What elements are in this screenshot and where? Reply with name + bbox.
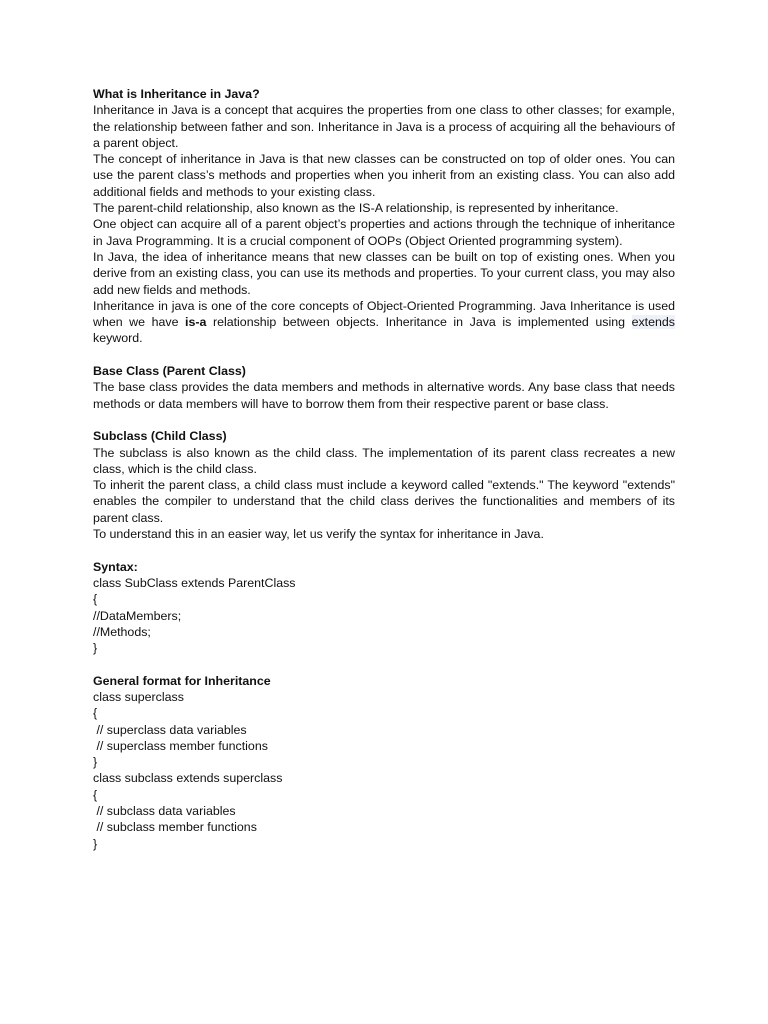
spacer	[93, 542, 675, 558]
extends-keyword: extends	[631, 315, 675, 330]
code-line: {	[93, 787, 98, 802]
heading-general-format: General format for Inheritance	[93, 673, 271, 688]
code-line: // superclass data variables	[93, 722, 247, 737]
paragraph: The parent-child relationship, also known as the IS-A relationship, is represented by inheritance.	[93, 201, 619, 216]
code-line: // subclass member functions	[93, 820, 257, 835]
heading-subclass: Subclass (Child Class)	[93, 429, 227, 444]
document-body	[93, 86, 675, 852]
code-line: //Methods;	[93, 624, 151, 639]
paragraph: The concept of inheritance in Java is that new classes can be constructed on top of older ones. You can use the parent class’s methods and properties when you inherit from an existing class. You can also add additional fields and methods to your existing class.	[93, 152, 675, 199]
text-span: relationship between objects. Inheritance in Java is implemented using	[206, 315, 632, 330]
code-line: {	[93, 706, 98, 721]
text-span: Inheritance in java is one of the core concepts of Object-Oriented Programming. Java Inheritance is used when we have	[93, 298, 675, 330]
heading-what-is-inheritance: What is Inheritance in Java?	[93, 87, 260, 101]
paragraph: To understand this in an easier way, let us verify the syntax for inheritance in Java.	[93, 527, 544, 542]
spacer	[93, 412, 675, 428]
is-a-term: is-a	[185, 315, 207, 330]
code-line: //DataMembers;	[93, 608, 182, 623]
code-line: class subclass extends superclass	[93, 771, 283, 786]
text-span: keyword.	[93, 331, 143, 346]
paragraph: In Java, the idea of inheritance means that new classes can be built on top of existing ones. When you derive from an existing class, you can use its methods and properties. To your current class, you may also add new fields and methods.	[93, 249, 675, 297]
code-line: class SubClass extends ParentClass	[93, 575, 296, 590]
heading-base-class: Base Class (Parent Class)	[93, 364, 246, 379]
code-line: class superclass	[93, 689, 184, 704]
spacer	[93, 347, 675, 363]
code-line: {	[93, 592, 98, 607]
heading-syntax: Syntax:	[93, 559, 138, 574]
code-line: // superclass member functions	[93, 738, 268, 753]
paragraph: The base class provides the data members and methods in alternative words. Any base class that needs methods or data members will have to borrow them from their respective parent or base class.	[93, 380, 675, 411]
paragraph: To inherit the parent class, a child class must include a keyword called "extends." The keyword "extends" enables the compiler to understand that the child class derives the functionalities and members of its parent class.	[93, 478, 675, 525]
code-line: }	[93, 641, 98, 656]
paragraph: The subclass is also known as the child class. The implementation of its parent class recreates a new class, which is the child class.	[93, 445, 675, 476]
general-format-code-block	[93, 689, 675, 852]
paragraph	[93, 298, 675, 347]
code-line: // subclass data variables	[93, 804, 236, 819]
paragraph: One object can acquire all of a parent object’s properties and actions through the technique of inheritance in Java Programming. It is a crucial component of OOPs (Object Oriented programming system).	[93, 217, 675, 248]
code-line: }	[93, 755, 98, 770]
syntax-code-block	[93, 575, 675, 656]
spacer	[93, 656, 675, 672]
code-line: }	[93, 836, 98, 851]
paragraph: Inheritance in Java is a concept that acquires the properties from one class to other classes; for example, the relationship between father and son. Inheritance in Java is a process of acquiring all the behaviours of a parent object.	[93, 103, 675, 150]
